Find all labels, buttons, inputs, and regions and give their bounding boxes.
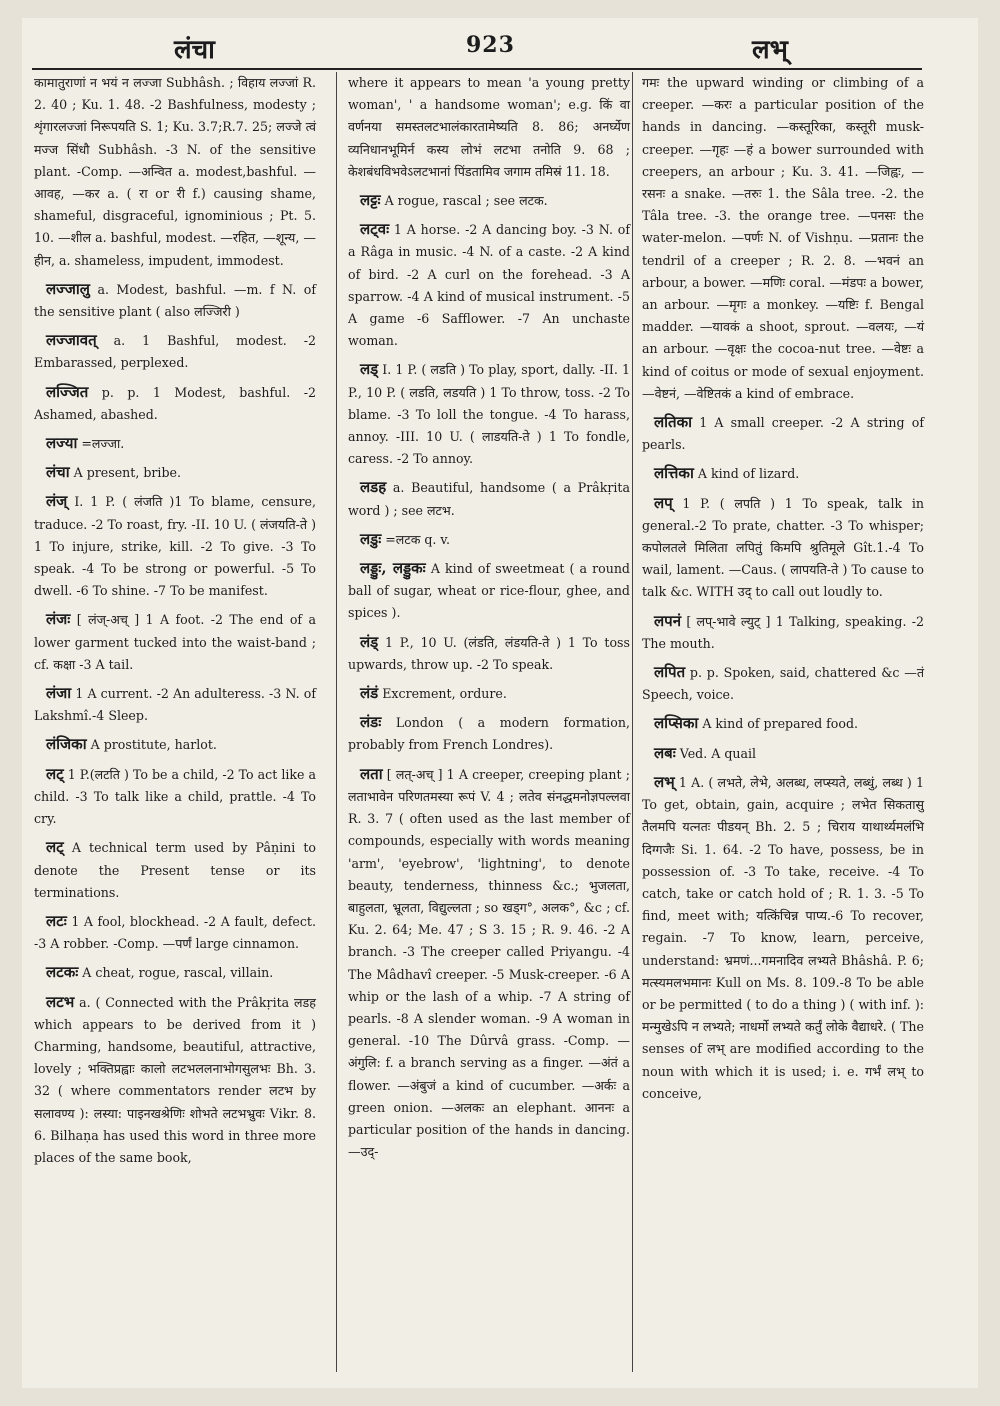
dictionary-entry — [34, 381, 316, 426]
entry-headword: लट्वः — [360, 220, 390, 239]
dictionary-entry — [34, 682, 316, 727]
dictionary-entry — [348, 528, 630, 551]
entry-headword: लज्जित — [46, 382, 89, 401]
entry-text: 1 A. ( लभते, लेभे, अलब्ध, लप्स्यते, लब्धुं, लब्ध ) 1 To get, obtain, gain, acquire ; लभेत सिकतासु तैलमपि यत्नतः पीडयन् Bh. 2. 5 ; चिराय याथार्थ्यमलंभि दिग्गजैः Si. 1. 64. -2 To have, possess, be in possession of. -3 To take, receive. -4 To catch, take or catch hold of ; R. 1. 3. -5 To find, meet with; यत्किंचिन्न पाप्य.-6 To recover, regain. -7 To know, learn, perceive, understand: भ्रमणं...गमनादिव लभ्यते Bhâshâ. P. 6; मत्स्यमलभमानः Kull on Ms. 8. 109.-8 To be able or be permitted ( to do a thing ) ( with inf. ): मन्मुखेऽपि न लभ्यते; नाधर्मो लभ्यते कर्तुं लोके वैद्याधरे. ( The senses of लभ् are modified according to the noun with which it is used; i. e. गर्भं लभ् to conceive, — [642, 774, 924, 1101]
entry-headword: लट् — [46, 838, 64, 857]
entry-headword: लज्जालु — [46, 279, 90, 298]
column-divider — [632, 72, 633, 1372]
entry-text: where it appears to mean 'a young pretty woman', ' a handsome woman'; e.g. किं वा वर्णनया समस्तलटभालंकारतामेष्यति 8. 86; अनर्घ्येण व्यनिधानभूमिर्न कस्य लोभं लटभा तनोति 9. 68 ; केशबंधविभवेऽलटभानां पिंडतामिव जगाम तमिस्रं 11. 18. — [348, 75, 630, 179]
entry-headword: लट् — [46, 764, 64, 783]
entry-headword: लतिका — [654, 413, 693, 432]
entry-text: London ( a modern formation, probably from French Londres). — [348, 715, 630, 753]
entry-text: a. ( Connected with the Prâkṛita लडह which appears to be derived from it ) Charming, handsome, beautiful, attractive, lovely ; भक्तिप्रह्वाः कालो लटभललनाभोगसुलभः Bh. 3. 32 ( where commentators render लटभ by सलावण्य ): लस्या: पाइनखश्रेणिः शोभते लटभभ्रुवः Vikr. 8. 6. Bilhaṇa has used this word in three more places of the same book, — [34, 994, 316, 1165]
entry-text: 1 P.(लटति ) To be a child, -2 To act like a child. -3 To talk like a child, prattle. -4 To cry. — [34, 766, 316, 827]
dictionary-entry — [642, 610, 924, 655]
entry-text: A kind of sweetmeat ( a round ball of sugar, wheat or rice-flour, ghee, and spices ). — [348, 561, 630, 621]
entry-text: A technical term used by Pâṇini to denote the Present tense or its terminations. — [34, 840, 316, 900]
entry-text: 1 P., 10 U. (लंडति, लंडयति-ते ) 1 To toss upwards, throw up. -2 To speak. — [348, 634, 630, 672]
entry-headword: लंजिका — [46, 735, 87, 754]
dictionary-entry — [348, 557, 630, 625]
entry-headword: लंचा — [46, 463, 70, 482]
entry-text: I. 1 P. ( लडति ) To play, sport, dally. -II. 1 P., 10 P. ( लडति, लडयति ) 1 To throw, toss. -2 To blame. -3 To loll the tongue. -4 To harass, annoy. -III. 10 U. ( लाडयति-ते ) 1 To fondle, caress. -2 To annoy. — [348, 362, 630, 467]
column-2 — [348, 72, 630, 1169]
entry-headword: लटकः — [46, 963, 79, 982]
entry-text: 1 A fool, blockhead. -2 A fault, defect. -3 A robber. -Comp. —पर्णं large cinnamon. — [34, 913, 316, 952]
entry-text: =लटक q. v. — [385, 531, 451, 547]
dictionary-entry — [348, 358, 630, 470]
entry-text: 1 A horse. -2 A dancing boy. -3 N. of a Râga in music. -4 N. of a caste. -2 A kind of bird. -2 A curl on the forehead. -3 A sparrow. -4 A kind of musical instrument. -5 A game -6 Safflower. -7 An unchaste woman. — [348, 222, 630, 349]
dictionary-entry — [34, 608, 316, 676]
dictionary-entry — [34, 836, 316, 904]
entry-text: Excrement, ordure. — [382, 686, 507, 702]
dictionary-entry — [348, 189, 630, 212]
entry-headword: लप् — [654, 493, 673, 512]
dictionary-entry — [642, 742, 924, 765]
entry-text: a. Beautiful, handsome ( a Prâkṛita word ) ; see लटभ. — [348, 480, 630, 518]
entry-headword: लज्या — [46, 434, 78, 453]
dictionary-entry — [34, 329, 316, 374]
dictionary-entry — [34, 461, 316, 484]
entry-headword: लट्टः — [360, 191, 381, 210]
entry-headword: लज्जावत् — [46, 331, 97, 350]
dictionary-entry — [34, 763, 316, 831]
entry-headword: लंजा — [46, 684, 72, 703]
entry-text: [ लंज्-अच् ] 1 A foot. -2 The end of a lower garment tucked into the waist-band ; cf. कक्षा -3 A tail. — [34, 612, 316, 672]
dictionary-entry — [642, 492, 924, 604]
column-3 — [642, 72, 924, 1111]
dictionary-entry — [348, 72, 630, 183]
column-1 — [34, 72, 316, 1175]
entry-headword: लटभ — [46, 992, 75, 1011]
entry-text: a. 1 Bashful, modest. -2 Embarassed, perplexed. — [34, 333, 316, 371]
entry-text: 1 A current. -2 An adulteress. -3 N. of Lakshmî.-4 Sleep. — [34, 686, 316, 724]
dictionary-entry — [348, 711, 630, 756]
dictionary-entry — [348, 476, 630, 521]
entry-headword: लता — [360, 764, 383, 783]
dictionary-entry — [642, 462, 924, 485]
entry-headword: लटः — [46, 911, 67, 930]
entry-text: [ लप्-भावे ल्युट् ] 1 Talking, speaking. -2 The mouth. — [642, 613, 924, 651]
dictionary-entry — [34, 490, 316, 602]
dictionary-entry — [34, 72, 316, 272]
dictionary-entry — [348, 682, 630, 705]
entry-headword: लत्तिका — [654, 464, 694, 483]
running-head — [22, 18, 978, 68]
entry-text: A present, bribe. — [73, 465, 181, 481]
entry-headword: लड्डुः, लड्डुकः — [360, 559, 426, 578]
entry-text: A kind of lizard. — [697, 466, 800, 482]
entry-text: =लज्जा. — [81, 436, 125, 452]
entry-text: A kind of prepared food. — [702, 716, 859, 732]
entry-headword: लपनं — [654, 611, 682, 630]
dictionary-entry — [34, 733, 316, 756]
dictionary-entry — [348, 218, 630, 352]
dictionary-entry — [348, 763, 630, 1164]
entry-text: p. p. 1 Modest, bashful. -2 Ashamed, abashed. — [34, 384, 316, 422]
dictionary-entry — [642, 712, 924, 735]
dictionary-entry — [642, 72, 924, 405]
entry-headword: लंज् — [46, 492, 68, 511]
dictionary-entry — [34, 432, 316, 455]
running-head-left-word: लंचा — [174, 35, 215, 65]
entry-text: 1 A small creeper. -2 A string of pearls. — [642, 415, 924, 453]
entry-headword: लप्सिका — [654, 714, 699, 733]
entry-text: I. 1 P. ( लंजति )1 To blame, censure, traduce. -2 To roast, fry. -II. 10 U. ( लंजयति-ते ) 1 To injure, strike, kill. -2 To give. -3 To speak. -4 To be strong or powerful. -5 To dwell. -6 To shine. -7 To be manifest. — [34, 494, 316, 599]
dictionary-entry — [34, 961, 316, 984]
entry-text: Ved. A quail — [679, 745, 757, 761]
entry-headword: लपित — [654, 663, 686, 682]
running-head-right-word: लभ् — [752, 35, 788, 65]
dictionary-entry — [642, 661, 924, 706]
entry-text: A cheat, rogue, rascal, villain. — [82, 965, 274, 981]
dictionary-entry — [642, 771, 924, 1105]
entry-headword: लभ् — [654, 772, 675, 791]
dictionary-entry — [642, 411, 924, 456]
entry-headword: लडह — [360, 478, 387, 497]
column-divider — [336, 72, 337, 1372]
dictionary-page — [22, 18, 978, 1388]
entry-text: 1 P. ( लपति ) 1 To speak, talk in general.-2 To prate, chatter. -3 To whisper; कपोलतले मिलिता लपितुं किमपि श्रुतिमूले Gît.1.-4 To wail, lament. —Caus. ( लापयति-ते ) To cause to talk &c. WITH उद् to call out loudly to. — [642, 495, 924, 600]
header-rule — [32, 68, 922, 70]
entry-headword: लंडः — [360, 713, 382, 732]
page-number: 923 — [466, 32, 515, 58]
entry-text: [ लत्-अच् ] 1 A creeper, creeping plant ; लताभावेन परिणतमस्या रूपं V. 4 ; लतेव संनद्धमनोज्ञपल्लवा R. 3. 7 ( often used as the last member of compounds, especially with words meaning 'arm', 'eyebrow', 'lightning', to denote beauty, tenderness, thinness &c.; भुजलता, बाहुलता, भ्रूलता, विद्युल्लता ; so खड्ग°, अलक°, &c ; cf. Ku. 2. 64; Me. 47 ; S 3. 15 ; R. 9. 46. -2 A branch. -3 The creeper called Priyangu. -4 The Mâdhavî creeper. -5 Musk-creeper. -6 A whip or the lash of a whip. -7 A string of pearls. -8 A slender woman. -9 A woman in general. -10 The Dûrvâ grass. -Comp. —अंगुलि: f. a branch serving as a finger. —अंतं a flower. —अंबुजं a kind of cucumber. —अर्कः a green onion. —अलकः an elephant. आननः a particular position of the hands in dancing. —उद्- — [348, 766, 630, 1160]
entry-text: गमः the upward winding or climbing of a creeper. —करः a particular position of the hands in dancing. —कस्तूरिका, कस्तूरी musk-creeper. —गृहः —हं a bower surrounded with creepers, an arbour ; Ku. 3. 41. —जिह्वः, —रसनः a snake. —तरुः 1. the Sâla tree. -2. the Tâla tree. -3. the orange tree. —पनसः the water-melon. —पर्णः N. of Vishṇu. —प्रतानः the tendril of a creeper ; R. 2. 8. —भवनं an arbour, a bower. —मणिः coral. —मंडपः a bower, an arbour. —मृगः a monkey. —यष्टिः f. Bengal madder. —यावकं a shoot, sprout. —वलयः, —यं an arbour. —वृक्षः the cocoa-nut tree. —वेष्टः a kind of coitus or mode of sexual enjoyment. —वेष्टनं, —वेष्टितकं a kind of embrace. — [642, 75, 924, 401]
dictionary-entry — [34, 991, 316, 1170]
entry-headword: लंजः — [46, 610, 71, 629]
entry-headword: लडुः — [360, 529, 382, 548]
entry-text: A rogue, rascal ; see लटक. — [384, 193, 548, 209]
entry-headword: लंड् — [360, 632, 379, 651]
dictionary-entry — [34, 278, 316, 323]
entry-headword: लबः — [654, 743, 676, 762]
dictionary-entry — [348, 631, 630, 676]
entry-headword: लंडं — [360, 684, 379, 703]
entry-text: A prostitute, harlot. — [90, 737, 217, 753]
entry-text: p. p. Spoken, said, chattered &c —तं Speech, voice. — [642, 665, 925, 703]
entry-headword: लड् — [360, 360, 379, 379]
entry-text: कामातुराणां न भयं न लज्जा Subhâsh. ; विहाय लज्जां R. 2. 40 ; Ku. 1. 48. -2 Bashfulness, modesty ; शृंगारलज्जां निरूपयति S. 1; Ku. 3.7;R.7. 25; लज्जे त्वं मज्ज सिंधौ Subhâsh. -3 N. of the sensitive plant. -Comp. —अन्वित a. modest,bashful. —आवह, —कर a. ( रा or री f.) causing shame, shameful, disgraceful, ignominious ; Pt. 5. 10. —शील a. bashful, modest. —रहित, —शून्य, —हीन, a. shameless, impudent, immodest. — [34, 75, 316, 268]
entry-text: a. Modest, bashful. —m. f N. of the sensitive plant ( also लज्जिरी ) — [34, 281, 316, 320]
dictionary-entry — [34, 910, 316, 955]
